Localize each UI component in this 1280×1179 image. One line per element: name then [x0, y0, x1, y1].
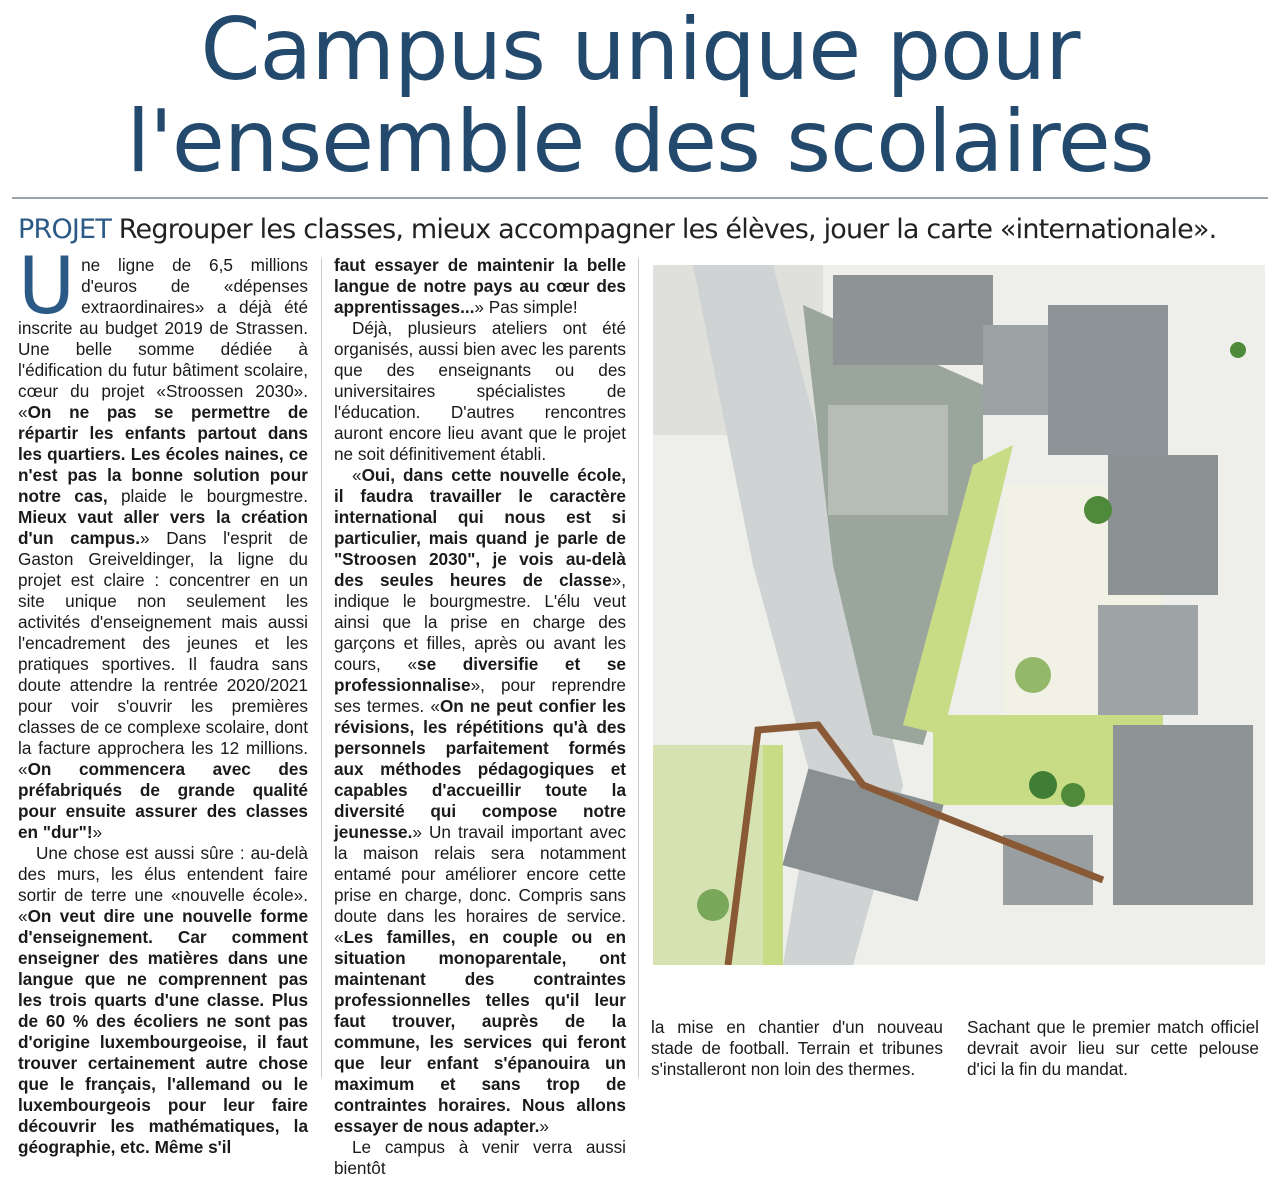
text-run: Une chose est aussi sûre : au-delà des murs, les élus entendent faire sortir de terre une «nouvelle école». «: [18, 843, 308, 926]
roof-area: [828, 405, 948, 515]
paragraph: Sachant que le premier match officiel devrait avoir lieu sur cette pelouse d'ici la fin du mandat.: [967, 1017, 1259, 1079]
tree: [1061, 783, 1085, 807]
text-run: » Un travail important avec la maison relais sera notamment entamé pour améliorer encore cette prise en charge, donc. Compris sans doute dans les horaires de service. «: [334, 822, 626, 947]
quote-text: faut essayer de maintenir la belle langue de notre pays au cœur des apprentissages...: [334, 255, 626, 317]
text-run: »: [92, 822, 103, 842]
column-divider: [321, 258, 322, 1078]
quote-text: On ne peut confier les révisions, les répétitions qu'à des personnels parfaitement formés aux méthodes pédagogiques et capables d'accueillir toute la diversité qui compose notre jeunesse.: [334, 696, 626, 842]
text-run: ne ligne de 6,5 millions d'euros de «dépenses extraordinaires» a déjà été inscrite au budget 2019 de Strassen. Une belle somme dédiée à l'édification du futur bâtiment scolaire, cœur du projet «Stroossen 2030». «: [18, 255, 308, 422]
article-column-4: [967, 1017, 1259, 1080]
building: [1098, 605, 1198, 715]
quote-text: On veut dire une nouvelle forme d'enseignement. Car comment enseigner des matières dans une langue que ne comprennent pas les trois quarts d'une classe. Plus de 60 % des écoliers ne sont pas d'origine luxembourgeoise, il faut trouver certainement autre chose que le français, l'allemand ou le luxembourgeois pour leur faire découvrir les mathématiques, la géographie, etc. Même s'il: [18, 906, 308, 1157]
paragraph: Déjà, plusieurs ateliers ont été organisés, aussi bien avec les parents que des enseignants ou des universitaires spécialistes de l'éducation. D'autres rencontres auront encore lieu avant que le projet ne soit définitivement établi.: [334, 318, 626, 464]
text-run: » Dans l'esprit de Gaston Greiveldinger, la ligne du projet est claire : concentrer en un site unique non seulement les activités d'enseignement mais aussi l'encadrement des jeunes et les pratiques sportives. Il faudra sans doute attendre la rentrée 2020/2021 pour voir s'ouvrir les premières classes de ce complexe scolaire, dont la facture approchera les 12 millions. «: [18, 528, 309, 779]
quote-text: Mieux vaut aller vers la création d'un campus.: [18, 507, 308, 548]
quote-text: Les familles, en couple ou en situation monoparentale, ont maintenant des contraintes professionnelles telles qu'il leur faut trouver, auprès de la commune, les services qui feront que leur enfant s'épanouira un maximum et sans trop de contraintes horaires. Nous allons essayer de nous adapter.: [334, 927, 626, 1136]
paragraph: la mise en chantier d'un nouveau stade de football. Terrain et tribunes s'installeront non loin des thermes.: [651, 1017, 943, 1079]
building: [833, 275, 993, 365]
building: [1113, 725, 1253, 905]
tree: [1029, 771, 1057, 799]
building: [983, 325, 1053, 415]
article-column-1: [18, 242, 309, 1158]
article-column-3: [651, 1017, 943, 1080]
building: [1048, 305, 1168, 455]
paragraph: [334, 255, 626, 318]
campus-site-plan: [653, 265, 1265, 965]
headline: [0, 0, 1280, 192]
text-run: », pour reprendre ses termes. «: [334, 675, 626, 716]
quote-text: On commencera avec des préfabriqués de grande qualité pour ensuite assurer des classes en "dur"!: [18, 759, 308, 842]
column-divider: [638, 258, 639, 1078]
text-run: »: [539, 1116, 549, 1136]
tree: [697, 889, 729, 921]
paragraph: [18, 843, 308, 1158]
text-run: » Pas simple!: [474, 297, 578, 317]
headline-line-2: l'ensemble des scolaires: [126, 92, 1154, 192]
drop-cap: U: [18, 242, 76, 332]
kicker-label: PROJET: [18, 214, 112, 245]
quote-text: Oui, dans cette nouvelle école, il faudra travailler le caractère international qui nous est si particulier, mais quand je parle de "Stroosen 2030", je vois au-delà des seules heures de classe: [334, 465, 626, 590]
subheading-text: Regrouper les classes, mieux accompagner les élèves, jouer la carte «internationale».: [111, 214, 1217, 245]
tree: [1015, 657, 1051, 693]
tree: [1230, 342, 1246, 358]
headline-line-1: Campus unique pour: [200, 0, 1080, 100]
article-column-2: [334, 255, 626, 1179]
paragraph: [334, 465, 626, 1137]
tree: [1084, 496, 1112, 524]
building: [1108, 455, 1218, 595]
quote-text: On ne pas se permettre de répartir les enfants partout dans les quartiers. Les écoles naines, ce n'est pas la bonne solution pour notre cas,: [18, 402, 308, 506]
text-run: plaide le bourgmestre.: [107, 486, 308, 506]
paragraph: [18, 242, 309, 843]
text-run: », indique le bourgmestre. L'élu veut ainsi que la prise en charge des garçons et filles, après ou avant les cours, «: [334, 570, 626, 674]
subheading: [18, 212, 1268, 248]
lawn: [763, 745, 783, 965]
quote-text: se diversifie et se professionnalise: [334, 654, 626, 695]
text-run: «: [352, 465, 362, 485]
lawn: [653, 745, 763, 965]
paragraph: Le campus à venir verra aussi bientôt: [334, 1137, 626, 1178]
header-rule: [12, 197, 1268, 199]
